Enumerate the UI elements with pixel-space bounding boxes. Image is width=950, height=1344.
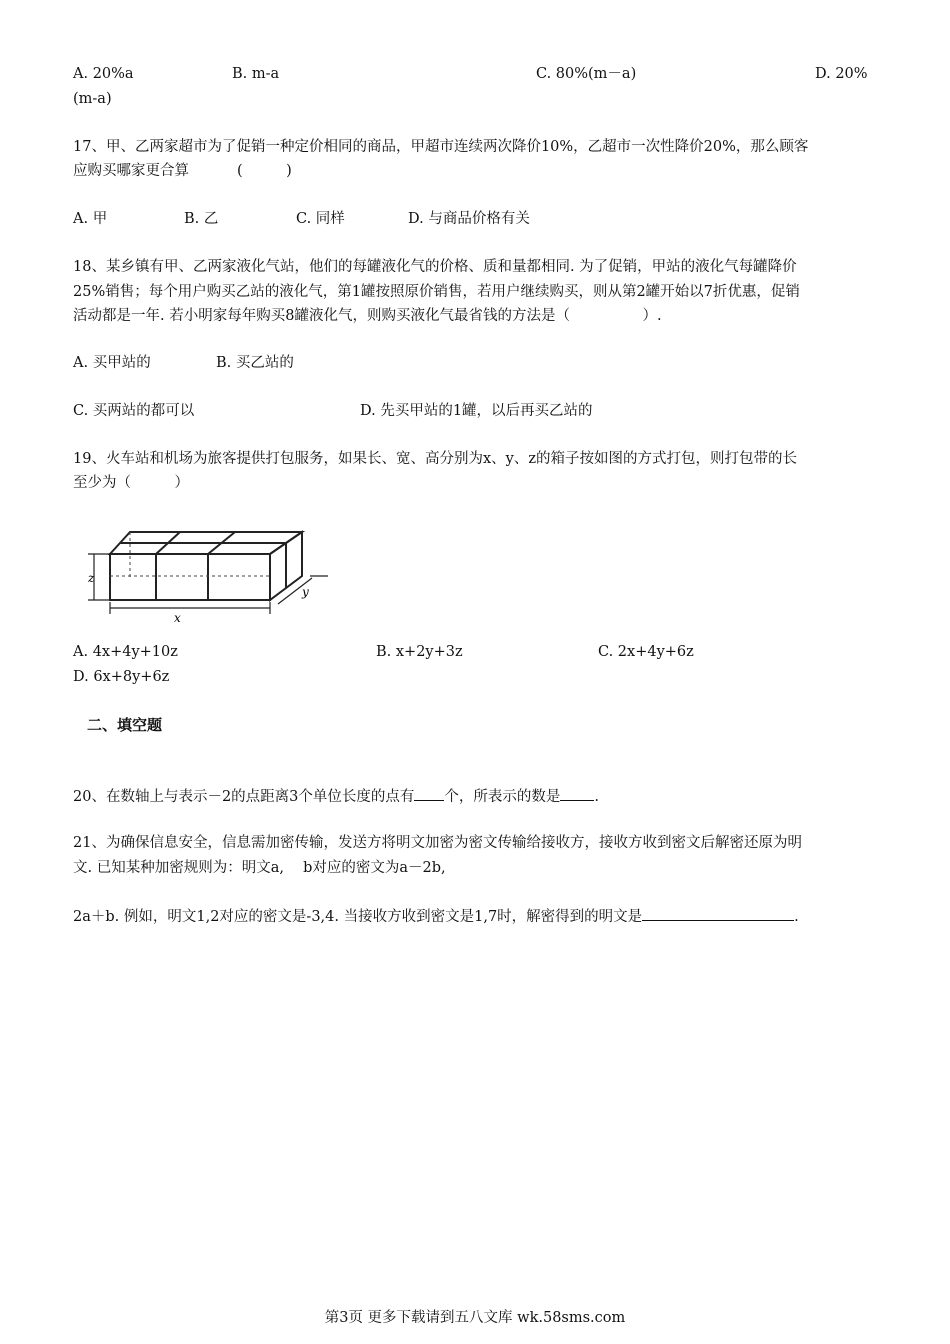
q16-option-c: C. 80%(m－a) xyxy=(536,66,637,82)
q18-text-line1: 18、某乡镇有甲、乙两家液化气站，他们的每罐液化气的价格、质和量都相同. 为了促销，甲站的液化气每罐降价 xyxy=(73,259,797,275)
q17-option-a: A. 甲 xyxy=(73,211,108,227)
q21-blank-answer[interactable] xyxy=(642,906,794,921)
box-packing-figure xyxy=(80,518,340,628)
q16-option-d: D. 20% xyxy=(815,66,868,82)
box-front-face xyxy=(110,554,270,600)
q18-option-a: A. 买甲站的 xyxy=(73,355,151,371)
q17-option-d: D. 与商品价格有关 xyxy=(408,211,530,227)
q18-option-c: C. 买两站的都可以 xyxy=(73,403,195,419)
q18-option-d: D. 先买甲站的1罐，以后再买乙站的 xyxy=(360,403,593,419)
q21-text-line2: 文. 已知某种加密规则为：明文a, b对应的密文为a－2b, xyxy=(73,860,446,876)
q21-text-line3: 2a＋b. 例如，明文1,2对应的密文是-3,4. 当接收方收到密文是1,7时，解密得到的明文是 . xyxy=(73,906,799,927)
figure-label-y: y xyxy=(302,585,309,599)
q18-text-line2: 25%销售；每个用户购买乙站的液化气，第1罐按照原价销售，若用户继续购买，则从第2罐开始以7折优惠，促销 xyxy=(73,284,800,300)
q16-option-d-cont: (m-a) xyxy=(73,91,112,107)
q20-blank-numbers[interactable] xyxy=(560,786,594,801)
q19-option-d: D. 6x+8y+6z xyxy=(73,669,170,685)
q17-option-b: B. 乙 xyxy=(184,211,219,227)
figure-label-z: z xyxy=(88,571,95,585)
q17-text-line1: 17、甲、乙两家超市为了促销一种定价相同的商品，甲超市连续两次降价10%，乙超市一次性降价20%，那么顾客 xyxy=(73,139,809,155)
q19-text-line1: 19、火车站和机场为旅客提供打包服务，如果长、宽、高分别为x、y、z的箱子按如图的方式打包，则打包带的长 xyxy=(73,451,797,467)
q20-text: 20、在数轴上与表示－2的点距离3个单位长度的点有 个，所表示的数是 . xyxy=(73,786,599,807)
q19-text-line2: 至少为（ ） xyxy=(73,475,189,491)
q20-blank-count[interactable] xyxy=(414,786,444,801)
q16-option-b: B. m-a xyxy=(232,66,280,82)
page-footer: 第3页 更多下载请到五八文库 wk.58sms.com xyxy=(324,1310,626,1326)
figure-label-x: x xyxy=(174,611,181,625)
q21-text-line1: 21、为确保信息安全，信息需加密传输，发送方将明文加密为密文传输给接收方，接收方收到密文后解密还原为明 xyxy=(73,835,802,851)
q19-option-a: A. 4x+4y+10z xyxy=(73,644,178,660)
q19-option-b: B. x+2y+3z xyxy=(376,644,463,660)
q19-option-c: C. 2x+4y+6z xyxy=(598,644,694,660)
q16-option-a: A. 20%a xyxy=(73,66,134,82)
q18-option-b: B. 买乙站的 xyxy=(216,355,294,371)
q17-option-c: C. 同样 xyxy=(296,211,345,227)
q17-text-line2: 应购买哪家更合算 ( ) xyxy=(73,163,292,179)
q18-text-line3: 活动都是一年. 若小明家每年购买8罐液化气，则购买液化气最省钱的方法是（ ）. xyxy=(73,308,662,324)
section-heading-fill-in: 二、填空题 xyxy=(87,716,163,734)
